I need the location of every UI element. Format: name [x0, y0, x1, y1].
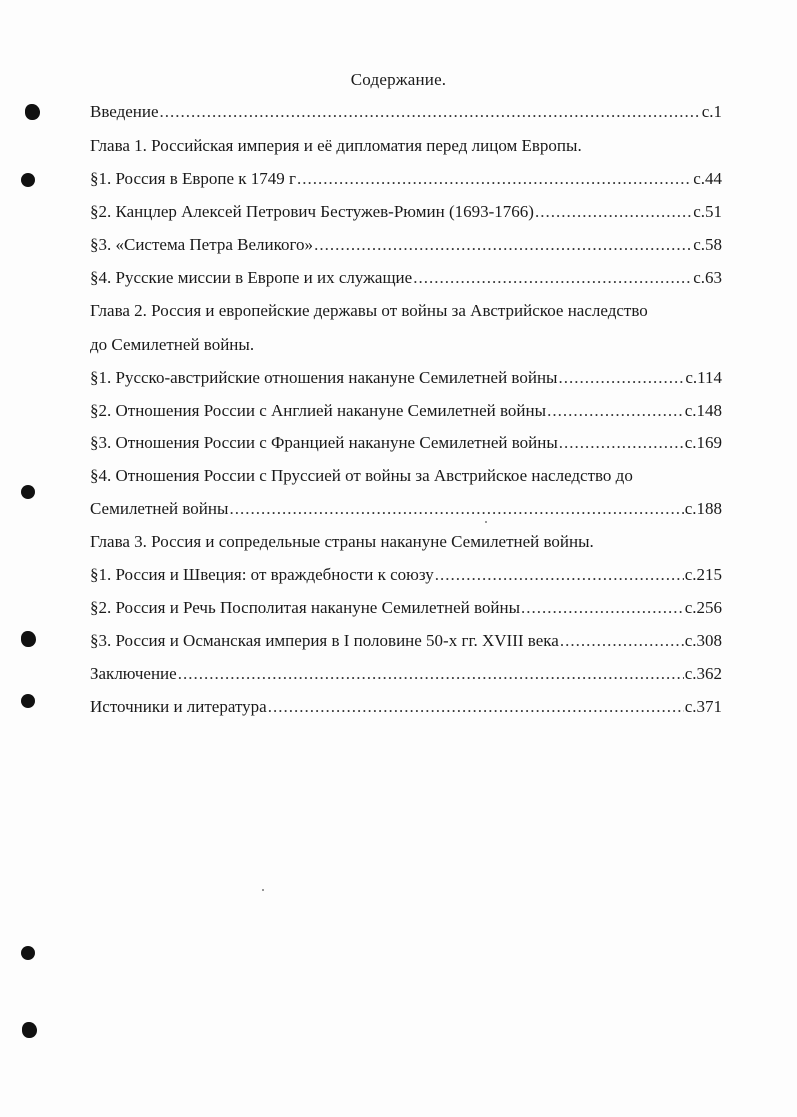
dot-leader	[178, 663, 684, 685]
toc-entry-page: с.114	[685, 368, 722, 387]
toc-entry-text: §3. Россия и Османская империя в I половине 50-х гг. XVIII века	[90, 631, 559, 650]
dot-leader	[435, 564, 684, 586]
dot-leader	[521, 597, 684, 619]
dot-leader	[547, 400, 684, 422]
toc-entry-page: с.51	[693, 202, 722, 221]
toc-entry-introduction	[90, 101, 722, 123]
toc-entry-sources	[90, 696, 722, 718]
toc-entry-page: с.188	[684, 499, 722, 518]
toc-entry-page: с.308	[684, 631, 722, 650]
page-title: Содержание.	[350, 70, 447, 89]
punch-hole-icon	[22, 1022, 37, 1038]
toc-entry-2-4	[90, 465, 633, 487]
toc-entry-page: с.169	[684, 433, 722, 452]
punch-hole-icon	[21, 631, 36, 647]
dot-leader	[268, 696, 684, 718]
toc-entry-3-1	[90, 564, 722, 586]
toc-entry-page: с.58	[693, 235, 722, 254]
dot-leader	[160, 101, 701, 123]
toc-entry-1-2	[90, 201, 722, 223]
dot-leader	[297, 168, 692, 190]
toc-entry-text: §2. Россия и Речь Посполитая накануне Семилетней войны	[90, 598, 521, 617]
toc-chapter-1	[90, 135, 582, 157]
toc-entry-page: с.256	[684, 598, 722, 617]
toc-entry-text: Глава 2. Россия и европейские державы от войны за Австрийское наследство	[90, 301, 648, 320]
toc-entry-page: с.44	[693, 169, 722, 188]
scan-speck	[485, 521, 487, 523]
punch-hole-icon	[25, 104, 40, 120]
toc-entry-3-2	[90, 597, 722, 619]
toc-entry-3-3	[90, 630, 722, 652]
toc-entry-text: Заключение	[90, 664, 177, 683]
toc-entry-page: с.148	[684, 401, 722, 420]
toc-entry-text: §1. Россия в Европе к 1749 г	[90, 169, 297, 188]
toc-entry-text: §3. Отношения России с Францией накануне Семилетней войны	[90, 433, 558, 452]
dot-leader	[559, 432, 684, 454]
toc-entry-2-2	[90, 400, 722, 422]
toc-entry-1-4	[90, 267, 722, 289]
toc-entry-text: §4. Русские миссии в Европе и их служащие	[90, 268, 413, 287]
toc-entry-text: §4. Отношения России с Пруссией от войны за Австрийское наследство до	[90, 466, 633, 485]
punch-hole-icon	[21, 694, 35, 708]
toc-entry-page: с.1	[701, 102, 722, 121]
toc-chapter-3	[90, 531, 594, 553]
dot-leader	[314, 234, 692, 256]
toc-entry-page: с.362	[684, 664, 722, 683]
toc-entry-text: §3. «Система Петра Великого»	[90, 235, 314, 254]
punch-hole-icon	[21, 946, 35, 960]
dot-leader	[229, 498, 683, 520]
toc-entry-text: Глава 1. Российская империя и её дипломатия перед лицом Европы.	[90, 136, 582, 155]
toc-entry-page: с.63	[693, 268, 722, 287]
toc-entry-page: с.371	[684, 697, 722, 716]
toc-entry-2-4-continued	[90, 498, 722, 520]
toc-entry-text: Введение	[90, 102, 159, 121]
toc-entry-conclusion	[90, 663, 722, 685]
toc-entry-text: до Семилетней войны.	[90, 335, 255, 354]
toc-entry-2-1	[90, 367, 722, 389]
toc-entry-text: §1. Русско-австрийские отношения накануне Семилетней войны	[90, 368, 558, 387]
toc-entry-text: §2. Отношения России с Англией накануне Семилетней войны	[90, 401, 547, 420]
dot-leader	[413, 267, 692, 289]
toc-chapter-2	[90, 300, 648, 322]
toc-entry-page: с.215	[684, 565, 722, 584]
toc-entry-1-3	[90, 234, 722, 256]
toc-entry-text: Глава 3. Россия и сопредельные страны накануне Семилетней войны.	[90, 532, 594, 551]
dot-leader	[560, 630, 684, 652]
toc-entry-2-3	[90, 432, 722, 454]
punch-hole-icon	[21, 485, 35, 499]
toc-entry-text: §2. Канцлер Алексей Петрович Бестужев-Рюмин (1693-1766)	[90, 202, 534, 221]
dot-leader	[535, 201, 692, 223]
toc-entry-text: §1. Россия и Швеция: от враждебности к союзу	[90, 565, 434, 584]
toc-entry-text: Источники и литература	[90, 697, 267, 716]
toc-entry-text: Семилетней войны	[90, 499, 229, 518]
punch-hole-icon	[21, 173, 35, 187]
dot-leader	[558, 367, 684, 389]
scan-speck	[262, 889, 264, 891]
toc-chapter-2-continued	[90, 334, 254, 356]
toc-entry-1-1	[90, 168, 722, 190]
